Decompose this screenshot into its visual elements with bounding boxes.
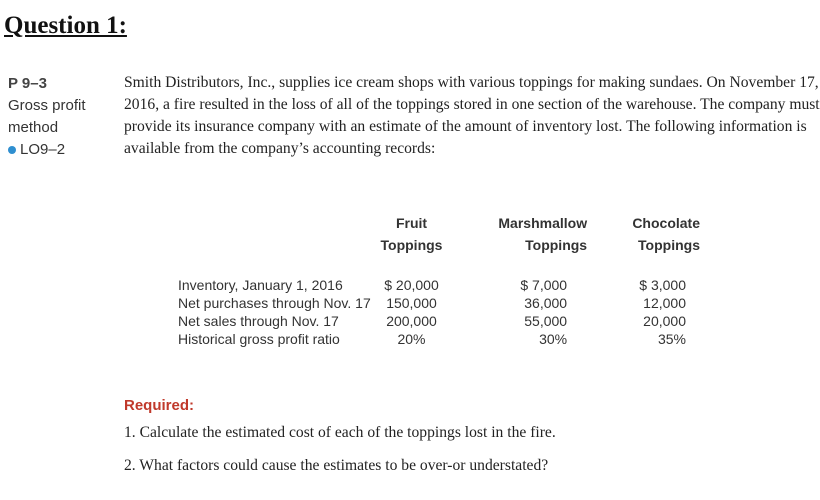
topic-line-1: Gross profit xyxy=(8,97,86,114)
inventory-data-table xyxy=(178,212,700,348)
table-header-row xyxy=(178,212,700,256)
intro-line: 2016, a fire resulted in the loss of all of the toppings stored in one section of the warehouse. The company must xyxy=(124,96,820,113)
cell-fruit: 150,000 xyxy=(386,295,437,311)
row-label: Net purchases through Nov. 17 xyxy=(178,295,371,311)
header-blank xyxy=(178,212,371,256)
header-line: Marshmallow xyxy=(498,215,588,231)
cell-fruit: 200,000 xyxy=(386,313,437,329)
row-label: Historical gross profit ratio xyxy=(178,331,340,347)
required-label: Required: xyxy=(124,397,195,414)
cell-chocolate: 35% xyxy=(657,331,686,347)
question-heading: Question 1: xyxy=(4,12,127,39)
bullet-dot-icon xyxy=(8,146,16,154)
cell-marshmallow: 30% xyxy=(539,331,568,347)
problem-intro-paragraph xyxy=(124,72,820,160)
learning-objective-label: LO9–2 xyxy=(20,141,66,158)
cell-chocolate: $ 3,000 xyxy=(639,277,686,293)
cell-marshmallow: 55,000 xyxy=(524,313,568,329)
header-line: Toppings xyxy=(525,237,588,253)
table-row xyxy=(178,276,700,294)
cell-marshmallow: 36,000 xyxy=(524,295,568,311)
problem-number: P 9–3 xyxy=(8,75,47,92)
cell-fruit: 20% xyxy=(397,331,426,347)
learning-objective xyxy=(8,139,86,161)
header-line: Chocolate xyxy=(632,215,700,231)
header-chocolate-toppings xyxy=(587,212,700,256)
cell-fruit: $ 20,000 xyxy=(384,277,439,293)
table-row xyxy=(178,330,700,348)
header-fruit-toppings xyxy=(371,212,453,256)
header-line: Toppings xyxy=(638,237,700,253)
required-item-2: 2. What factors could cause the estimates to be over-or understated? xyxy=(124,457,549,474)
row-label: Inventory, January 1, 2016 xyxy=(178,277,343,293)
header-line: Toppings xyxy=(380,237,443,253)
topic-line-2: method xyxy=(8,119,59,136)
intro-line: Smith Distributors, Inc., supplies ice cream shops with various toppings for making sundaes. On November 17, xyxy=(124,74,819,91)
required-item-1: 1. Calculate the estimated cost of each of the toppings lost in the fire. xyxy=(124,424,556,441)
row-label: Net sales through Nov. 17 xyxy=(178,313,339,329)
cell-marshmallow: $ 7,000 xyxy=(520,277,568,293)
cell-chocolate: 12,000 xyxy=(643,295,686,311)
table-row xyxy=(178,294,700,312)
intro-line: provide its insurance company with an estimate of the amount of inventory lost. The following information is xyxy=(124,118,807,135)
problem-sidebar xyxy=(8,73,86,161)
header-line: Fruit xyxy=(395,215,428,231)
cell-chocolate: 20,000 xyxy=(643,313,686,329)
intro-line: available from the company’s accounting records: xyxy=(124,140,436,157)
table-row xyxy=(178,312,700,330)
header-marshmallow-toppings xyxy=(452,212,587,256)
